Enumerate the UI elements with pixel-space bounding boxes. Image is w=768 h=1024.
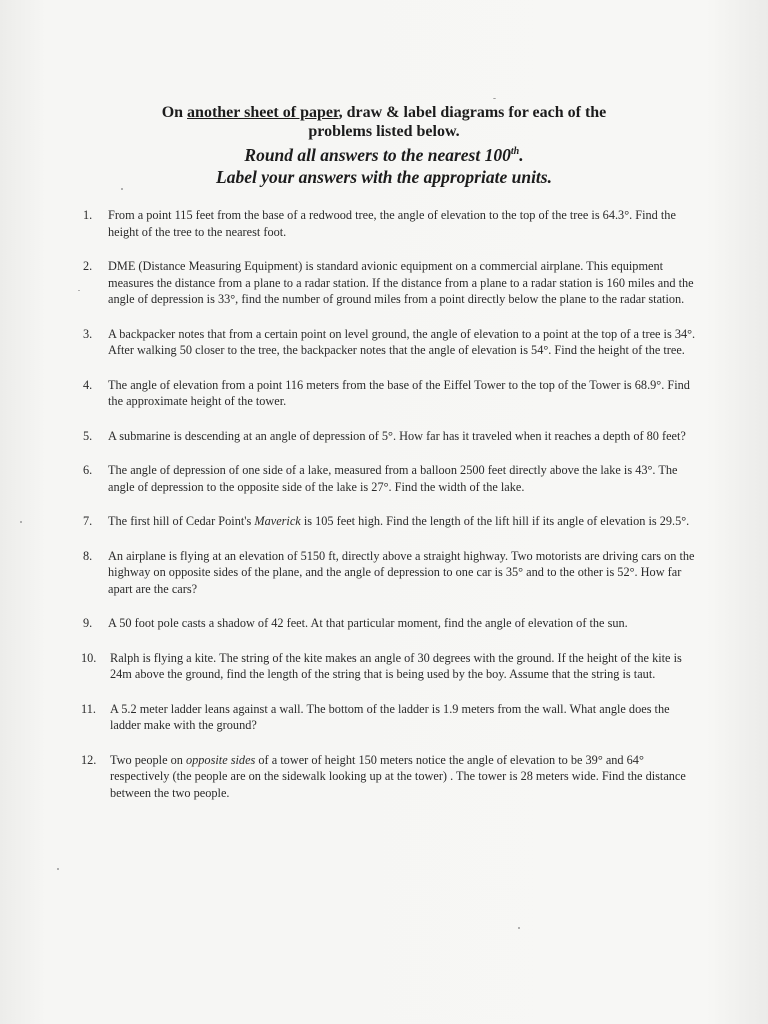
rounding-period: .: [519, 144, 524, 165]
problem-1: [83, 207, 703, 240]
problem-number: 8.: [83, 548, 93, 563]
problem-5: [83, 428, 703, 445]
rounding-instruction: Round all answers to the nearest 100: [244, 144, 511, 165]
problem-text: The angle of depression of one side of a lake, measured from a balloon 2500 feet directly above the lake is 43°. The angle of depression to the opposite side of the lake is 27°. Find the width of the lake.: [108, 463, 678, 494]
instruction-line-1: [0, 103, 768, 122]
problem-7: [83, 513, 703, 530]
ride-name: Maverick: [254, 514, 301, 528]
instruction-line-3: [0, 141, 768, 166]
instruction-line-2: problems listed below.: [308, 123, 460, 140]
problem-9: [83, 615, 703, 632]
instruction-line-1-post: , draw & label diagrams for each of the: [338, 104, 607, 121]
problem-text-post: is 105 feet high. Find the length of the lift hill if its angle of elevation is 29.5°.: [300, 514, 690, 528]
problem-12: [83, 752, 703, 802]
problem-number: 2.: [83, 259, 93, 273]
problem-text-post: of a tower of height 150 meters notice the angle of elevation to be 39° and 64° respectively (the people are on the sidewalk looking up at the tower) . The tower is 28 meters wide. Find the distance between the two people.: [110, 752, 686, 800]
problem-number: 5.: [83, 428, 93, 443]
instruction-underlined-phrase: another sheet of paper: [187, 104, 339, 121]
speck: [518, 927, 520, 929]
problem-number: 9.: [83, 616, 93, 630]
problem-10: [83, 650, 703, 683]
problem-text: [110, 752, 703, 802]
problem-text: From a point 115 feet from the base of a redwood tree, the angle of elevation to the top of the tree is 64.3°. Find the height of the tree to the nearest foot.: [108, 208, 676, 239]
problem-number: 11.: [81, 701, 96, 716]
speck: [493, 98, 496, 99]
problem-list: [83, 207, 703, 819]
instruction-line-4: Label your answers with the appropriate units.: [216, 166, 552, 187]
problem-number: 1.: [83, 208, 93, 222]
problem-text: DME (Distance Measuring Equipment) is standard avionic equipment on a commercial airplane. This equipment measures the distance from a plane to a radar station. If the distance from a plane to a radar station is 160 miles and the angle of depression is 33°, find the number of ground miles from a point directly below the plane to the radar station.: [108, 259, 694, 306]
problem-text: The angle of elevation from a point 116 meters from the base of the Eiffel Tower to the top of the Tower is 68.9°. Find the approximate height of the tower.: [108, 377, 690, 408]
problem-number: 10.: [81, 650, 97, 665]
problem-8: [83, 548, 703, 598]
problem-text: A 5.2 meter ladder leans against a wall. The bottom of the ladder is 1.9 meters from the wall. What angle does the ladder make with the ground?: [110, 701, 670, 732]
problem-text: A backpacker notes that from a certain point on level ground, the angle of elevation to a point at the top of a tree is 34°. After walking 50 closer to the tree, the backpacker notes that the angle of elevation is 54°. Find the height of the tree.: [108, 326, 696, 357]
problem-text: [108, 513, 703, 530]
problem-number: 3.: [83, 326, 93, 341]
problem-text: A submarine is descending at an angle of depression of 5°. How far has it traveled when it reaches a depth of 80 feet?: [108, 428, 686, 443]
problem-2: [83, 258, 703, 308]
problem-text: A 50 foot pole casts a shadow of 42 feet. At that particular moment, find the angle of elevation of the sun.: [108, 616, 628, 630]
speck: [20, 521, 22, 523]
rounding-superscript: th: [510, 146, 520, 157]
problem-6: [83, 462, 703, 495]
problem-4: [83, 377, 703, 410]
problem-text: Ralph is flying a kite. The string of the kite makes an angle of 30 degrees with the ground. If the height of the kite is 24m above the ground, find the length of the string that is being used by the boy. Assume that the string is taut.: [110, 650, 682, 681]
problem-text: An airplane is flying at an elevation of 5150 ft, directly above a straight highway. Two motorists are driving cars on the highway on opposite sides of the plane, and the angle of depression to one car is 35° and to the other is 52°. How far apart are the cars?: [108, 548, 695, 596]
problem-number: 7.: [83, 514, 93, 528]
problem-number: 12.: [81, 752, 97, 767]
instruction-line-1-pre: On: [161, 104, 188, 121]
problem-11: [83, 701, 703, 734]
speck: [121, 188, 123, 190]
emphasized-phrase: opposite sides: [185, 752, 256, 767]
problem-text-pre: The first hill of Cedar Point's: [108, 514, 255, 528]
problem-text-pre: Two people on: [110, 752, 186, 767]
speck: [57, 868, 59, 870]
problem-number: 6.: [83, 463, 93, 477]
speck: [78, 290, 80, 291]
problem-3: [83, 326, 703, 359]
instructions-header: [0, 103, 768, 188]
problem-number: 4.: [83, 377, 93, 392]
